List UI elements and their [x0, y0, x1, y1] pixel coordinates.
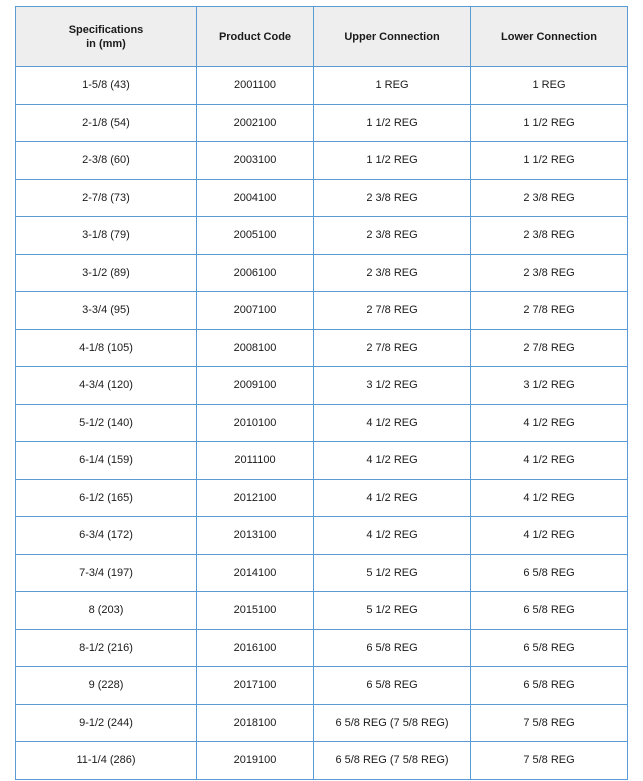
cell-specification: 2-3/8 (60): [16, 142, 197, 180]
table-row: [16, 592, 628, 630]
specifications-table: [15, 6, 628, 780]
cell-upper-connection: 2 3/8 REG: [314, 179, 471, 217]
cell-lower-connection: 6 5/8 REG: [471, 667, 628, 705]
cell-lower-connection: 2 7/8 REG: [471, 292, 628, 330]
cell-upper-connection: 2 7/8 REG: [314, 329, 471, 367]
cell-product-code: 2007100: [197, 292, 314, 330]
cell-specification: 1-5/8 (43): [16, 67, 197, 105]
cell-specification: 4-3/4 (120): [16, 367, 197, 405]
header-text-line: Upper Connection: [344, 30, 440, 43]
cell-specification: 4-1/8 (105): [16, 329, 197, 367]
table-row: [16, 67, 628, 105]
cell-product-code: 2018100: [197, 704, 314, 742]
header-upper-connection: [314, 7, 471, 67]
cell-product-code: 2019100: [197, 742, 314, 780]
table-row: [16, 554, 628, 592]
cell-product-code: 2008100: [197, 329, 314, 367]
cell-upper-connection: 5 1/2 REG: [314, 554, 471, 592]
table-row: [16, 254, 628, 292]
cell-product-code: 2014100: [197, 554, 314, 592]
cell-lower-connection: 2 7/8 REG: [471, 329, 628, 367]
cell-specification: 5-1/2 (140): [16, 404, 197, 442]
cell-lower-connection: 6 5/8 REG: [471, 554, 628, 592]
header-text-line: in (mm): [86, 37, 126, 50]
cell-specification: 6-3/4 (172): [16, 517, 197, 555]
cell-lower-connection: 4 1/2 REG: [471, 404, 628, 442]
header-product-code: [197, 7, 314, 67]
table-row: [16, 442, 628, 480]
table-row: [16, 217, 628, 255]
table-row: [16, 142, 628, 180]
table-row: [16, 629, 628, 667]
table-row: [16, 367, 628, 405]
cell-product-code: 2006100: [197, 254, 314, 292]
cell-product-code: 2004100: [197, 179, 314, 217]
cell-specification: 2-7/8 (73): [16, 179, 197, 217]
cell-lower-connection: 7 5/8 REG: [471, 742, 628, 780]
cell-specification: 3-1/2 (89): [16, 254, 197, 292]
cell-product-code: 2016100: [197, 629, 314, 667]
cell-product-code: 2011100: [197, 442, 314, 480]
cell-product-code: 2015100: [197, 592, 314, 630]
table-row: [16, 404, 628, 442]
table-row: [16, 104, 628, 142]
cell-upper-connection: 2 3/8 REG: [314, 217, 471, 255]
cell-upper-connection: 4 1/2 REG: [314, 442, 471, 480]
cell-specification: 9 (228): [16, 667, 197, 705]
header-lower-connection: [471, 7, 628, 67]
cell-product-code: 2002100: [197, 104, 314, 142]
table-row: [16, 667, 628, 705]
table-row: [16, 479, 628, 517]
cell-product-code: 2009100: [197, 367, 314, 405]
cell-specification: 7-3/4 (197): [16, 554, 197, 592]
cell-upper-connection: 6 5/8 REG: [314, 629, 471, 667]
cell-product-code: 2012100: [197, 479, 314, 517]
cell-lower-connection: 2 3/8 REG: [471, 217, 628, 255]
cell-upper-connection: 4 1/2 REG: [314, 404, 471, 442]
cell-lower-connection: 4 1/2 REG: [471, 517, 628, 555]
cell-lower-connection: 7 5/8 REG: [471, 704, 628, 742]
cell-product-code: 2005100: [197, 217, 314, 255]
cell-specification: 6-1/4 (159): [16, 442, 197, 480]
header-text-line: Product Code: [218, 30, 292, 43]
cell-upper-connection: 6 5/8 REG (7 5/8 REG): [314, 742, 471, 780]
cell-specification: 3-3/4 (95): [16, 292, 197, 330]
cell-upper-connection: 2 7/8 REG: [314, 292, 471, 330]
cell-lower-connection: 1 1/2 REG: [471, 104, 628, 142]
header-text-line: Lower Connection: [501, 30, 597, 43]
cell-lower-connection: 4 1/2 REG: [471, 479, 628, 517]
cell-product-code: 2001100: [197, 67, 314, 105]
cell-specification: 3-1/8 (79): [16, 217, 197, 255]
cell-upper-connection: 6 5/8 REG: [314, 667, 471, 705]
table-row: [16, 517, 628, 555]
table-row: [16, 179, 628, 217]
cell-product-code: 2010100: [197, 404, 314, 442]
table-header: [16, 7, 628, 67]
header-text-line: Specifications: [68, 23, 144, 36]
cell-specification: 2-1/8 (54): [16, 104, 197, 142]
cell-upper-connection: 3 1/2 REG: [314, 367, 471, 405]
table-row: [16, 292, 628, 330]
cell-upper-connection: 4 1/2 REG: [314, 479, 471, 517]
cell-lower-connection: 1 1/2 REG: [471, 142, 628, 180]
cell-upper-connection: 4 1/2 REG: [314, 517, 471, 555]
cell-specification: 6-1/2 (165): [16, 479, 197, 517]
cell-lower-connection: 2 3/8 REG: [471, 254, 628, 292]
cell-lower-connection: 6 5/8 REG: [471, 629, 628, 667]
table-body: [16, 67, 628, 780]
cell-product-code: 2017100: [197, 667, 314, 705]
cell-upper-connection: 1 REG: [314, 67, 471, 105]
cell-upper-connection: 1 1/2 REG: [314, 142, 471, 180]
cell-product-code: 2003100: [197, 142, 314, 180]
cell-specification: 8 (203): [16, 592, 197, 630]
table-row: [16, 742, 628, 780]
cell-product-code: 2013100: [197, 517, 314, 555]
cell-lower-connection: 2 3/8 REG: [471, 179, 628, 217]
cell-lower-connection: 1 REG: [471, 67, 628, 105]
table-row: [16, 329, 628, 367]
table-header-row: [16, 7, 628, 67]
cell-upper-connection: 5 1/2 REG: [314, 592, 471, 630]
cell-lower-connection: 3 1/2 REG: [471, 367, 628, 405]
cell-upper-connection: 1 1/2 REG: [314, 104, 471, 142]
cell-specification: 8-1/2 (216): [16, 629, 197, 667]
table-row: [16, 704, 628, 742]
header-specifications: [16, 7, 197, 67]
cell-lower-connection: 6 5/8 REG: [471, 592, 628, 630]
cell-specification: 9-1/2 (244): [16, 704, 197, 742]
cell-lower-connection: 4 1/2 REG: [471, 442, 628, 480]
cell-specification: 11-1/4 (286): [16, 742, 197, 780]
cell-upper-connection: 2 3/8 REG: [314, 254, 471, 292]
cell-upper-connection: 6 5/8 REG (7 5/8 REG): [314, 704, 471, 742]
